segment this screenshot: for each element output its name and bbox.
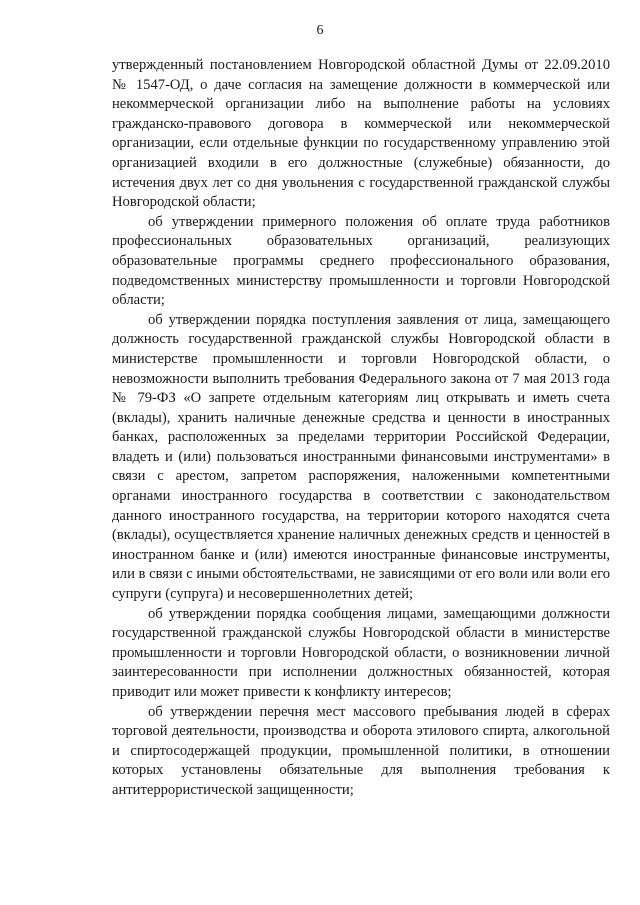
paragraph-foreign-accounts-procedure: об утверждении порядка поступления заявления от лица, замещающего должность государственной гражданской службы Новгородской области в министерстве промышленности и торговли Новгородской области, о невозможности выполнить требования Федерального закона от 7 мая 2013 года № 79-ФЗ «О запрете отдельным категориям лиц открывать и иметь счета (вклады), хранить наличные денежные средства и ценности в иностранных банках, расположенных за пределами территории Российской Федерации, владеть и (или) пользоваться иностранными финансовыми инструментами» в связи с арестом, запретом распоряжения, наложенными компетентными органами иностранного государства в соответствии с законодательством данного иностранного государства, на территории которого находятся счета (вклады), осуществляется хранение наличных денежных средств и ценностей в иностранном банке и (или) имеются иностранные финансовые инструменты, или в связи с иными обстоятельствами, не зависящими от его воли или воли его супруги (супруга) и несовершеннолетних детей; — [112, 311, 610, 603]
paragraph-antiterror-places: об утверждении перечня мест массового пребывания людей в сферах торговой деятельности, производства и оборота этилового спирта, алкогольной и спиртосодержащей продукции, промышленной политики, в отношении которых установлены обязательные для выполнения требования к антитеррористической защищенности; — [112, 703, 610, 798]
paragraph-continuation: утвержденный постановлением Новгородской областной Думы от 22.09.2010 № 1547-ОД, о даче согласия на замещение должности в коммерческой или некоммерческой организации либо на выполнение работы на условиях гражданско-правового договора в коммерческой или некоммерческой организации, если отдельные функции по государственному управлению этой организацией входили в его должностные (служебные) обязанности, до истечения двух лет со дня увольнения с государственной гражданской службы Новгородской области; — [112, 57, 610, 211]
page-number: 6 — [316, 23, 324, 38]
document-body — [112, 56, 610, 801]
paragraph-salary-regulation: об утверждении примерного положения об оплате труда работников профессиональных образовательных организаций, реализующих образовательные программы среднего профессионального образования, подведомственных министерству промышленности и торговли Новгородской области; — [112, 213, 610, 309]
paragraph-conflict-of-interest: об утверждении порядка сообщения лицами, замещающими должности государственной гражданской службы Новгородской области в министерстве промышленности и торговли Новгородской области, о возникновении личной заинтересованности при исполнении должностных обязанностей, которая приводит или может привести к конфликту интересов; — [112, 605, 610, 700]
